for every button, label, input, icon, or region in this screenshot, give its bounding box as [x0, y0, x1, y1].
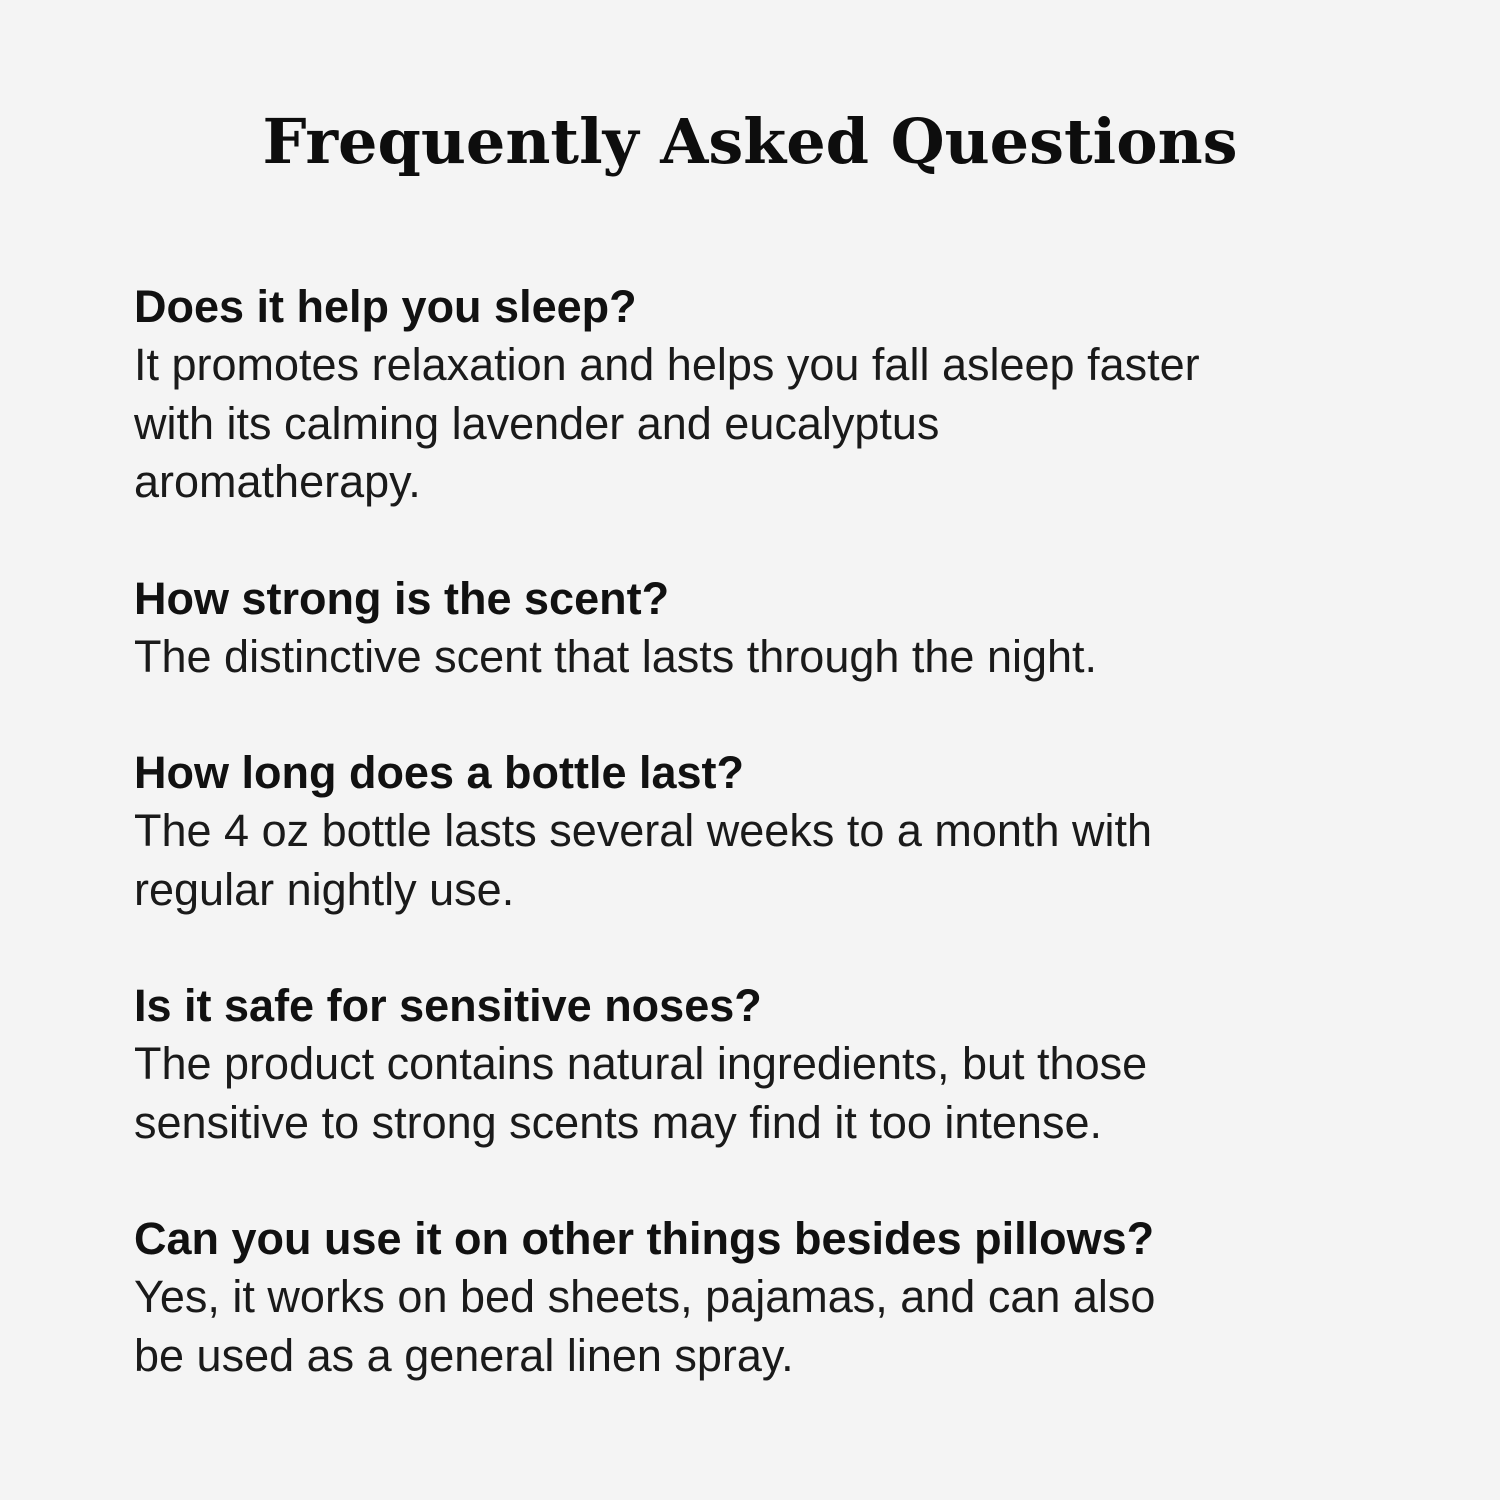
faq-answer	[134, 336, 1384, 512]
faq-answer	[134, 1268, 1384, 1385]
faq-question: How long does a bottle last?	[134, 747, 745, 798]
faq-answer-line: The distinctive scent that lasts through the night.	[134, 630, 1098, 682]
faq-item-sleep	[134, 278, 1384, 512]
faq-answer-line: It promotes relaxation and helps you fall asleep faster	[134, 339, 1200, 390]
faq-question: Can you use it on other things besides pillows?	[134, 1213, 1155, 1264]
page-title: Frequently Asked Questions	[262, 105, 1238, 178]
faq-question: How strong is the scent?	[134, 572, 670, 624]
faq-answer-line: with its calming lavender and eucalyptus	[134, 397, 940, 449]
faq-answer	[134, 1035, 1384, 1152]
faq-answer-line: Yes, it works on bed sheets, pajamas, and can also	[134, 1271, 1156, 1322]
faq-question: Does it help you sleep?	[134, 281, 637, 332]
faq-item-bottle-duration	[134, 744, 1384, 919]
faq-answer	[134, 628, 1384, 687]
faq-list	[134, 278, 1384, 1385]
faq-answer-line: be used as a general linen spray.	[134, 1329, 794, 1381]
faq-answer	[134, 802, 1384, 919]
faq-answer-line: regular nightly use.	[134, 863, 515, 915]
faq-item-other-uses	[134, 1210, 1384, 1385]
faq-item-scent-strength	[134, 570, 1384, 687]
faq-question: Is it safe for sensitive noses?	[134, 980, 762, 1031]
faq-answer-line: The 4 oz bottle lasts several weeks to a month with	[134, 805, 1152, 856]
faq-answer-line: sensitive to strong scents may find it too intense.	[134, 1096, 1102, 1148]
faq-answer-line: aromatherapy.	[134, 456, 421, 507]
faq-item-sensitive-noses	[134, 977, 1384, 1152]
faq-answer-line: The product contains natural ingredients, but those	[134, 1038, 1148, 1089]
